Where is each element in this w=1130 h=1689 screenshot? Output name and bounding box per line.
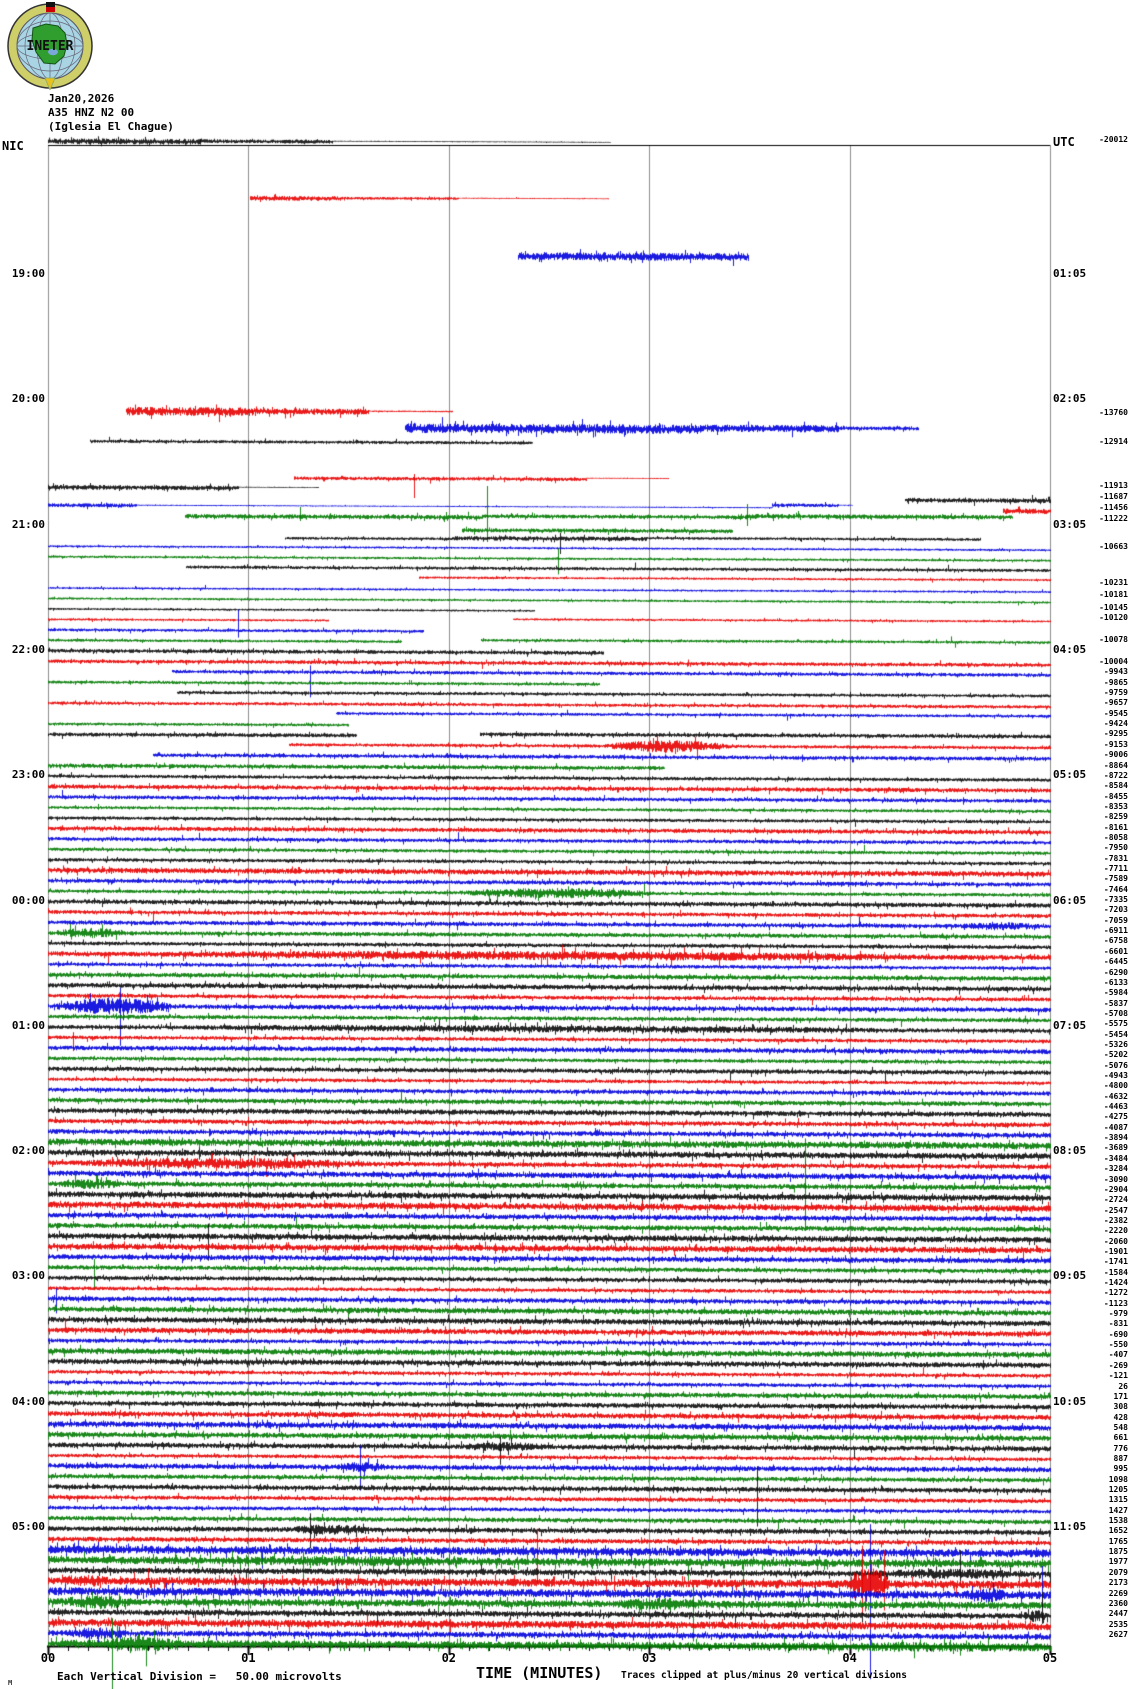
offset-value: -2724 [1103, 1195, 1128, 1205]
offset-value: 1977 [1108, 1557, 1128, 1567]
offset-value: -4463 [1103, 1102, 1128, 1112]
offset-value: -6601 [1103, 946, 1128, 956]
utc-hour-label: 03:05 [1053, 517, 1087, 531]
offset-value: -8584 [1103, 781, 1128, 791]
top-offset-value: -20012 [1099, 135, 1128, 144]
offset-value: 661 [1113, 1433, 1128, 1443]
left-hour-label: 03:00 [11, 1269, 45, 1283]
left-timezone-label: NIC [2, 139, 24, 153]
offset-value: -269 [1108, 1360, 1128, 1370]
offset-value: -7711 [1103, 864, 1128, 873]
clipping-note: Traces clipped at plus/minus 20 vertical divisions [621, 1670, 907, 1681]
utc-hour-label: 08:05 [1053, 1144, 1087, 1158]
offset-value: 548 [1113, 1422, 1128, 1432]
offset-value: -2060 [1103, 1236, 1128, 1246]
offset-value: -3090 [1103, 1174, 1128, 1184]
header-date: Jan20,2026 [48, 92, 115, 105]
offset-value: -8455 [1103, 791, 1128, 801]
offset-value: -10663 [1099, 542, 1128, 551]
offset-value: -9943 [1103, 667, 1128, 677]
offset-value: -9545 [1103, 708, 1128, 718]
offset-value: -9006 [1103, 750, 1128, 760]
offset-value: -2220 [1103, 1226, 1128, 1236]
offset-value: -1123 [1103, 1298, 1128, 1308]
offset-value: -7203 [1103, 905, 1128, 915]
offset-value: -9295 [1103, 729, 1128, 739]
left-hour-label: 20:00 [11, 392, 45, 406]
offset-value: -10145 [1099, 603, 1128, 612]
offset-value: -5708 [1103, 1008, 1128, 1018]
offset-value: -4275 [1103, 1112, 1128, 1122]
utc-hour-label: 06:05 [1053, 893, 1087, 907]
offset-value: -9865 [1103, 677, 1128, 687]
offset-value: -2382 [1103, 1215, 1128, 1225]
left-hour-label: 02:00 [11, 1144, 45, 1158]
offset-value: -4800 [1103, 1081, 1128, 1091]
offset-value: -2904 [1103, 1184, 1128, 1194]
offset-value: 2627 [1108, 1629, 1128, 1639]
offset-value: -5326 [1103, 1039, 1128, 1049]
offset-value: 308 [1113, 1402, 1128, 1412]
offset-value: -690 [1108, 1329, 1128, 1339]
offset-value: -3689 [1103, 1143, 1128, 1153]
offset-value: -1272 [1103, 1288, 1128, 1298]
offset-value: -3894 [1103, 1133, 1128, 1143]
offset-value: -8259 [1103, 812, 1128, 822]
utc-hour-label: 11:05 [1053, 1520, 1087, 1533]
offset-value: -979 [1108, 1309, 1128, 1319]
offset-value: 2173 [1108, 1578, 1128, 1588]
offset-value: -11456 [1099, 503, 1128, 512]
offset-value: -4632 [1103, 1091, 1128, 1101]
offset-value: 2535 [1108, 1619, 1128, 1629]
offset-value: -4943 [1103, 1071, 1128, 1080]
offset-value: -5454 [1103, 1029, 1128, 1039]
offset-value: -9424 [1103, 719, 1128, 729]
vertical-division-note: Each Vertical Division = 50.00 microvolts [57, 1670, 342, 1683]
offset-value: -407 [1108, 1350, 1128, 1360]
left-hour-label: 21:00 [11, 517, 45, 531]
offset-value: -9657 [1103, 698, 1128, 708]
offset-value: -5837 [1103, 998, 1128, 1008]
offset-value: -121 [1108, 1371, 1128, 1381]
offset-value: -12914 [1099, 437, 1128, 446]
left-hour-label: 00:00 [11, 893, 45, 907]
offset-value: 1765 [1108, 1536, 1128, 1546]
offset-value: -9759 [1103, 688, 1128, 698]
offset-value: -831 [1108, 1319, 1128, 1329]
offset-value: -11687 [1099, 492, 1128, 501]
offset-value: 887 [1113, 1453, 1128, 1463]
offset-value: -7831 [1103, 853, 1128, 863]
offset-value: 171 [1113, 1391, 1128, 1401]
offset-value: -2547 [1103, 1205, 1128, 1215]
offset-value: -11222 [1099, 514, 1128, 523]
left-hour-label: 23:00 [11, 768, 45, 782]
offset-value: 26 [1118, 1381, 1128, 1391]
logo-flag [46, 2, 55, 7]
offset-value: -8864 [1103, 760, 1128, 770]
offset-value: -10231 [1099, 578, 1128, 587]
offset-value: 1652 [1108, 1526, 1128, 1536]
offset-value: 2360 [1108, 1598, 1128, 1608]
offset-value: -1741 [1103, 1257, 1128, 1267]
offset-value: -10181 [1099, 590, 1128, 599]
ineter-logo [6, 2, 94, 90]
offset-value: -8353 [1103, 801, 1128, 811]
offset-value: 1315 [1108, 1495, 1128, 1505]
offset-value: -10004 [1099, 657, 1128, 666]
offset-value: -7059 [1103, 915, 1128, 925]
offset-value: -7950 [1103, 843, 1128, 853]
offset-value: -11913 [1099, 481, 1128, 490]
offset-value: -6290 [1103, 967, 1128, 977]
offset-value: 428 [1113, 1412, 1128, 1422]
utc-hour-label: 01:05 [1053, 267, 1087, 280]
logo-text: INETER [26, 39, 74, 54]
utc-hour-label: 09:05 [1053, 1269, 1087, 1283]
x-axis-tick-label: 05 [1042, 1651, 1058, 1665]
right-timezone-label: UTC [1053, 135, 1075, 149]
offset-value: 1875 [1108, 1547, 1128, 1557]
offset-value: -3484 [1103, 1153, 1128, 1163]
offset-value: -6758 [1103, 936, 1128, 946]
offset-value: -1424 [1103, 1278, 1128, 1287]
offset-value: -3284 [1103, 1164, 1128, 1174]
offset-value: -7464 [1103, 884, 1128, 894]
logo-flag-red [46, 7, 55, 12]
offset-value: -13760 [1099, 408, 1128, 417]
offset-value: -1584 [1103, 1267, 1128, 1277]
left-hour-label: 05:00 [11, 1520, 45, 1533]
offset-value: -7589 [1103, 874, 1128, 884]
footer-mark: M [8, 1679, 13, 1687]
offset-value: 2269 [1108, 1588, 1128, 1598]
offset-value: -6911 [1103, 926, 1128, 936]
offset-value: -6133 [1103, 977, 1128, 987]
offset-value: -5575 [1103, 1019, 1128, 1029]
offset-value: -9153 [1103, 739, 1128, 749]
offset-value: -5984 [1103, 988, 1128, 998]
utc-hour-label: 10:05 [1053, 1394, 1087, 1408]
left-hour-label: 04:00 [11, 1394, 45, 1408]
offset-value: 1427 [1108, 1505, 1128, 1515]
offset-value: -4087 [1103, 1122, 1128, 1132]
offset-value: 1538 [1108, 1516, 1128, 1526]
left-hour-label: 19:00 [11, 267, 45, 280]
offset-value: -550 [1108, 1340, 1128, 1350]
offset-value: 2447 [1108, 1609, 1128, 1619]
left-hour-label: 22:00 [11, 642, 45, 656]
left-hour-label: 01:00 [11, 1018, 45, 1032]
offset-value: 1098 [1108, 1474, 1128, 1484]
offset-value: -1901 [1103, 1246, 1128, 1256]
offset-value: -7335 [1103, 895, 1128, 905]
x-axis-tick-label: 01 [241, 1651, 256, 1665]
offset-value: -8161 [1103, 822, 1128, 832]
offset-value: 1205 [1108, 1485, 1128, 1494]
offset-value: 995 [1113, 1464, 1128, 1474]
utc-hour-label: 02:05 [1053, 392, 1087, 406]
x-axis-tick-label: 04 [842, 1651, 857, 1665]
utc-hour-label: 04:05 [1053, 642, 1087, 656]
offset-value: -8058 [1103, 832, 1128, 842]
offset-value: 2079 [1108, 1567, 1128, 1577]
offset-value: -5076 [1103, 1060, 1128, 1070]
header-station-code: A35 HNZ N2 00 [48, 106, 135, 119]
offset-value: -10078 [1099, 635, 1128, 644]
x-axis-tick-label: 03 [641, 1651, 657, 1665]
x-axis-title: TIME (MINUTES) [476, 1664, 603, 1682]
offset-value: -10120 [1099, 613, 1128, 622]
utc-hour-label: 07:05 [1053, 1018, 1087, 1032]
utc-hour-label: 05:05 [1053, 768, 1087, 782]
x-axis-tick-label: 02 [441, 1651, 457, 1665]
header-site-name: (Iglesia El Chague) [48, 120, 174, 133]
offset-value: -5202 [1103, 1050, 1128, 1060]
x-axis-tick-label: 00 [40, 1651, 56, 1665]
offset-value: 776 [1113, 1443, 1128, 1453]
offset-value: -6445 [1103, 957, 1128, 967]
offset-value: -8722 [1103, 770, 1128, 780]
